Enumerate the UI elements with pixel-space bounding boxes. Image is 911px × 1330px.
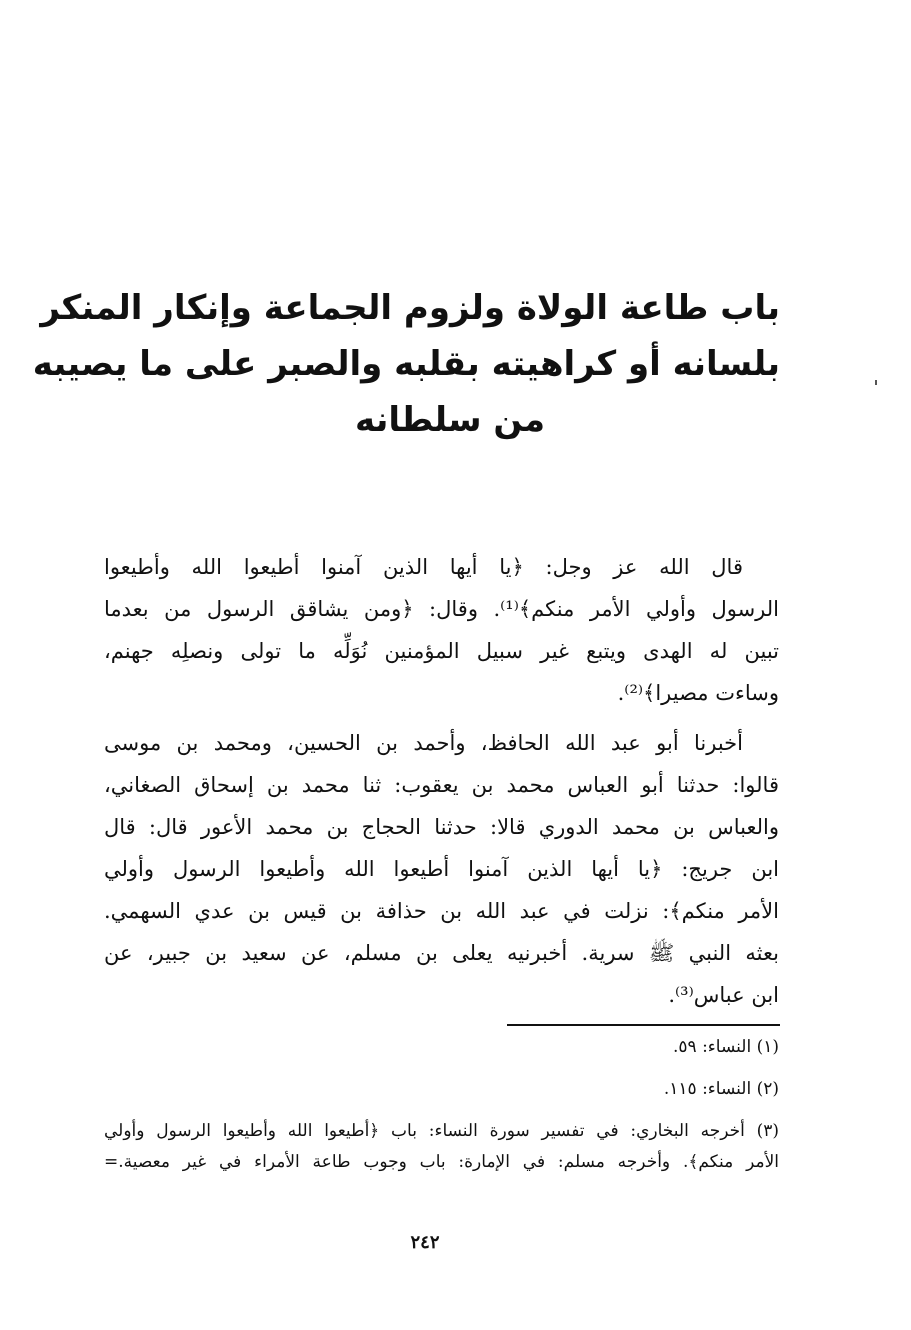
text-line: تبين له الهدى ويتبع غير سبيل المؤمنين نُوَلِّه ما تولى ونصلِه جهنم، bbox=[104, 639, 779, 663]
text-line: الأمر منكم﴾: نزلت في عبد الله بن حذافة بن قيس بن عدي السهمي. bbox=[104, 899, 779, 923]
footnote-3-line-1: (٣) أخرجه البخاري: في تفسير سورة النساء: باب ﴿أطيعوا الله وأطيعوا الرسول وأولي bbox=[104, 1121, 779, 1141]
footnote-1: (١) النساء: ٥٩. bbox=[673, 1037, 779, 1057]
margin-speck bbox=[875, 380, 877, 385]
text-line: ابن عباس⁽³⁾. bbox=[668, 983, 779, 1007]
title-line-3: من سلطانه bbox=[354, 400, 546, 440]
text-line: بعثه النبي ﷺ سرية. أخبرنيه يعلى بن مسلم، عن سعيد بن جبير، عن bbox=[104, 941, 779, 965]
paragraph-hadith-chain bbox=[104, 722, 779, 1016]
text-line: ابن جريج: ﴿يا أيها الذين آمنوا أطيعوا الله وأطيعوا الرسول وأولي bbox=[104, 857, 779, 881]
text-line: أخبرنا أبو عبد الله الحافظ، وأحمد بن الحسين، ومحمد بن موسى bbox=[104, 731, 743, 755]
paragraph-quran-verses bbox=[104, 546, 779, 714]
text-line: والعباس بن محمد الدوري قالا: حدثنا الحجاج بن محمد الأعور قال: قال bbox=[104, 815, 779, 839]
text-line: وساءت مصيرا﴾⁽²⁾. bbox=[617, 681, 779, 705]
footnote-3-line-2: الأمر منكم﴾. وأخرجه مسلم: في الإمارة: باب وجوب طاعة الأمراء في غير معصية.= bbox=[104, 1152, 779, 1172]
footnotes bbox=[104, 1030, 779, 1176]
page-number: ٢٤٢ bbox=[410, 1232, 440, 1253]
text-line: قالوا: حدثنا أبو العباس محمد بن يعقوب: ثنا محمد بن إسحاق الصغاني، bbox=[104, 773, 779, 797]
footnote-2: (٢) النساء: ١١٥. bbox=[663, 1079, 779, 1099]
footnote-separator bbox=[507, 1024, 780, 1026]
title-line-2: بلسانه أو كراهيته بقلبه والصبر على ما يصيبه bbox=[32, 344, 780, 384]
chapter-title bbox=[32, 280, 780, 448]
text-line: قال الله عز وجل: ﴿يا أيها الذين آمنوا أطيعوا الله وأطيعوا bbox=[104, 555, 743, 579]
title-line-1: باب طاعة الولاة ولزوم الجماعة وإنكار المنكر bbox=[40, 288, 780, 328]
text-line: الرسول وأولي الأمر منكم﴾⁽¹⁾. وقال: ﴿ومن يشاقق الرسول من بعدما bbox=[104, 597, 779, 621]
main-text bbox=[104, 546, 779, 1016]
